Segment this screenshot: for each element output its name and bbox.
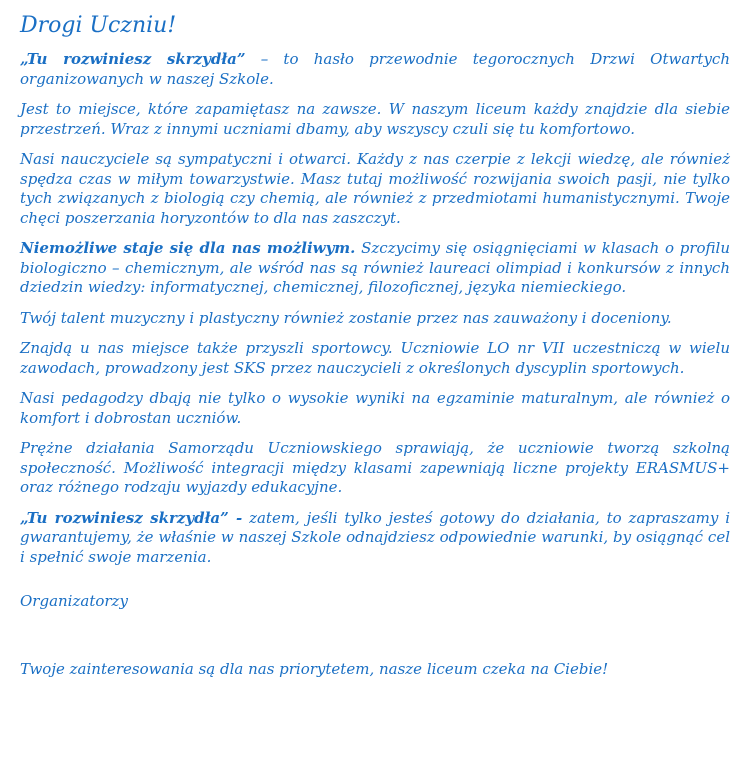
paragraph-sports bbox=[20, 339, 730, 378]
letter-heading: Drogi Uczniu! bbox=[20, 13, 177, 38]
paragraph-motto bbox=[20, 50, 730, 89]
paragraph-text: Szczycimy się osiągnięciami w klasach o profilu biologiczno – chemicznym, ale wśród nas są również laureaci olimpiad i konkursów z innych dziedzin wiedzy: informatycznej, chemicznej, filozoficznej, języka niemieckiego. bbox=[20, 239, 730, 296]
paragraph-student-council bbox=[20, 439, 730, 498]
spacer bbox=[20, 578, 730, 592]
paragraph-text: Nasi pedagodzy dbają nie tylko o wysokie wyniki na egzaminie maturalnym, ale również o komfort i dobrostan uczniów. bbox=[20, 389, 730, 427]
paragraph-talent bbox=[20, 309, 730, 329]
paragraph-lead: Niemożliwe staje się dla nas możliwym. bbox=[20, 239, 356, 257]
signature: Organizatorzy bbox=[20, 592, 128, 610]
paragraph-text: Nasi nauczyciele są sympatyczni i otwarci. Każdy z nas czerpie z lekcji wiedzę, ale również spędza czas w miłym towarzystwie. Masz tutaj możliwość rozwijania swoich pasji, nie tylko tych związanych z biologią czy chemią, ale również z przedmiotami humanistycznymi. Twoje chęci poszerzania horyzontów to dla nas zaszczyt. bbox=[20, 150, 730, 227]
paragraph-text: zatem, jeśli tylko jesteś gotowy do działania, to zapraszamy i gwarantujemy, że właśnie w naszej Szkole odnajdziesz odpowiednie warunki, by osiągnąć cel i spełnić swoje marzenia. bbox=[20, 508, 730, 566]
paragraph-invitation bbox=[20, 509, 730, 568]
closing-line: Twoje zainteresowania są dla nas priorytetem, nasze liceum czeka na Ciebie! bbox=[20, 659, 609, 678]
paragraph-place bbox=[20, 100, 730, 139]
paragraph-lead: „Tu rozwiniesz skrzydła” bbox=[20, 50, 246, 68]
paragraph-achievements bbox=[20, 239, 730, 298]
paragraph-lead: „Tu rozwiniesz skrzydła” - bbox=[20, 508, 243, 527]
paragraph-text: Prężne działania Samorządu Uczniowskiego sprawiają, że uczniowie tworzą szkolną społeczność. Możliwość integracji między klasami zapewniają liczne projekty ERASMUS+ oraz różnego rodzaju wyjazdy edukacyjne. bbox=[20, 439, 730, 496]
paragraph-text: Jest to miejsce, które zapamiętasz na zawsze. W naszym liceum każdy znajdzie dla siebie przestrzeń. Wraz z innymi uczniami dbamy, aby wszyscy czuli się tu komfortowo. bbox=[20, 100, 730, 138]
paragraph-text: Znajdą u nas miejsce także przyszli sportowcy. Uczniowie LO nr VII uczestniczą w wielu zawodach, prowadzony jest SKS przez nauczycieli z określonych dyscyplin sportowych. bbox=[20, 339, 730, 377]
paragraph-teachers bbox=[20, 150, 730, 228]
spacer bbox=[20, 612, 730, 660]
paragraph-text: Twój talent muzyczny i plastyczny również zostanie przez nas zauważony i doceniony. bbox=[20, 308, 672, 327]
letter bbox=[20, 6, 730, 679]
paragraph-text: – to hasło przewodnie tegorocznych Drzwi Otwartych organizowanych w naszej Szkole. bbox=[20, 50, 730, 88]
paragraph-pedagogues bbox=[20, 389, 730, 428]
